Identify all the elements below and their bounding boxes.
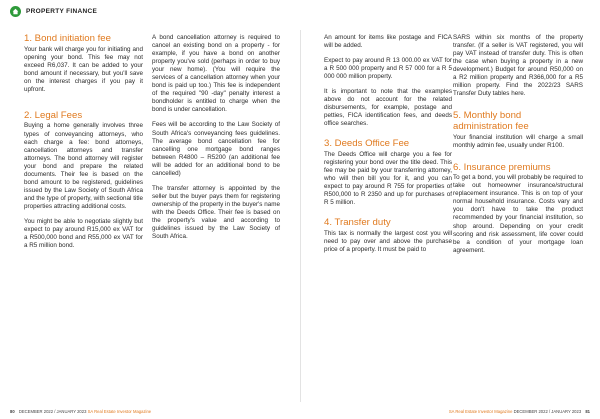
paragraph: To get a bond, you will probably be required to take out homeowner insurance/structural replacement insurance. This is on top of your normal household insurance. Costs vary and you don't have to take the product recommended by your financial institution, so shop around. Depending on your credit scoring and risk assessment, life cover could be a condition of your mortgage loan agreement.	[453, 174, 583, 254]
page-gutter-divider	[300, 30, 301, 402]
paragraph: The Deeds Office will charge you a fee for registering your bond over the title deed. This fee may be paid by your transferring attorney, who will then bill you for it, and you can expect to pay around R 755 for properties of R500,000 to R 2350 and up for purchases of R 5 million.	[324, 151, 452, 207]
paragraph: Expect to pay around R 13 000.00 ex VAT for a R 500 000 property and R 57 000 for a R 5 000 000 million property.	[324, 57, 452, 81]
section-header	[10, 4, 97, 18]
paragraph: A bond cancellation attorney is required to cancel an existing bond on a property - for example, if you have a bond on another property you've sold (perhaps in order to buy your new home). (You will require the services of a cancellation attorney when your bond is paid up too.) This fee is independent of the required "90 -day" penalty interest a bondholder is entitled to charge when the bond is under cancellation.	[152, 34, 280, 114]
footer-right	[449, 409, 590, 414]
paragraph: The transfer attorney is appointed by the seller but the buyer pays them for registering ownership of the property in the buyer's name with the Deeds Office. Their fee is based on the property's value and according to guidelines issued by the Law Society of South Africa.	[152, 184, 280, 241]
paragraph: It is important to note that the examples above do not account for the related disbursements, for example, postage and petties, FICA identification fees, and deeds office searches.	[324, 88, 452, 128]
heading-monthly-bond-admin-fee: 5. Monthly bond administration fee	[453, 110, 529, 132]
column-3	[324, 34, 452, 261]
paragraph: Your financial institution will charge a small monthly admin fee, usually under R100.	[453, 133, 583, 149]
footer-left	[10, 409, 151, 414]
house-icon	[10, 6, 21, 17]
paragraph: An amount for items like postage and FICA will be added.	[324, 34, 452, 50]
paragraph: This tax is normally the largest cost you will need to pay over and above the purchase price of a property. It must be paid to	[324, 229, 452, 254]
heading-bond-initiation-fee: 1. Bond initiation fee	[24, 33, 111, 44]
column-1	[24, 34, 143, 257]
heading-insurance-premiums: 6. Insurance premiums	[453, 161, 551, 173]
column-2	[152, 34, 280, 248]
heading-transfer-duty: 4. Transfer duty	[324, 217, 391, 229]
paragraph: Fees will be according to the Law Society of South Africa's conveyancing fees guidelines. The average bond cancellation fee for cancelling one mortgage bond ranges between R4800 – R5200 (an additional fee will be added for an additional bond to be cancelled)	[152, 121, 280, 177]
footer-magazine: SA Real Estate Investor Magazine	[87, 409, 152, 414]
footer-magazine: SA Real Estate Investor Magazine	[448, 409, 513, 414]
paragraph: SARS within six months of the property transfer. (If a seller is VAT registered, you will pay VAT instead of transfer duty. This is often the case when buying a property in a new development.) Budget for around R50,000 on a R2 million property and R366,000 for a R5 million property. Find the 2022/23 SARS Transfer Duty tables here.	[453, 34, 583, 98]
paragraph: You might be able to negotiate slightly but expect to pay around R15,000 ex VAT for a R500,000 bond and R55,000 ex VAT for a R5 million bond.	[24, 217, 143, 250]
paragraph: Your bank will charge you for initiating and opening your bond. This fee may not exceed R6,037. It can be added to your bond amount if necessary, but you'll save on the interest charges if you pay it upfront.	[24, 45, 143, 93]
heading-legal-fees: 2. Legal Fees	[24, 109, 83, 121]
heading-deeds-office-fee: 3. Deeds Office Fee	[324, 138, 410, 150]
footer-date: DECEMBER 2022 / JANUARY 2023	[18, 409, 87, 414]
column-4	[453, 34, 583, 262]
paragraph: Buying a home generally involves three types of conveyancing attorneys, who each charge a fee: bond attorneys, cancellation attorneys and transfer attorneys. The bond attorney will register your bond and prepare the related documents. Their fee is based on the bond amount to be registered, guidelines issued by the Law Society of South Africa and the type of property, with sectional title properties attracting additional costs.	[24, 122, 143, 210]
footer-date: DECEMBER 2022 / JANUARY 2023	[513, 409, 582, 414]
page-number: 81	[585, 409, 590, 414]
page-number: 80	[10, 409, 15, 414]
section-title: PROPERTY FINANCE	[26, 7, 98, 15]
